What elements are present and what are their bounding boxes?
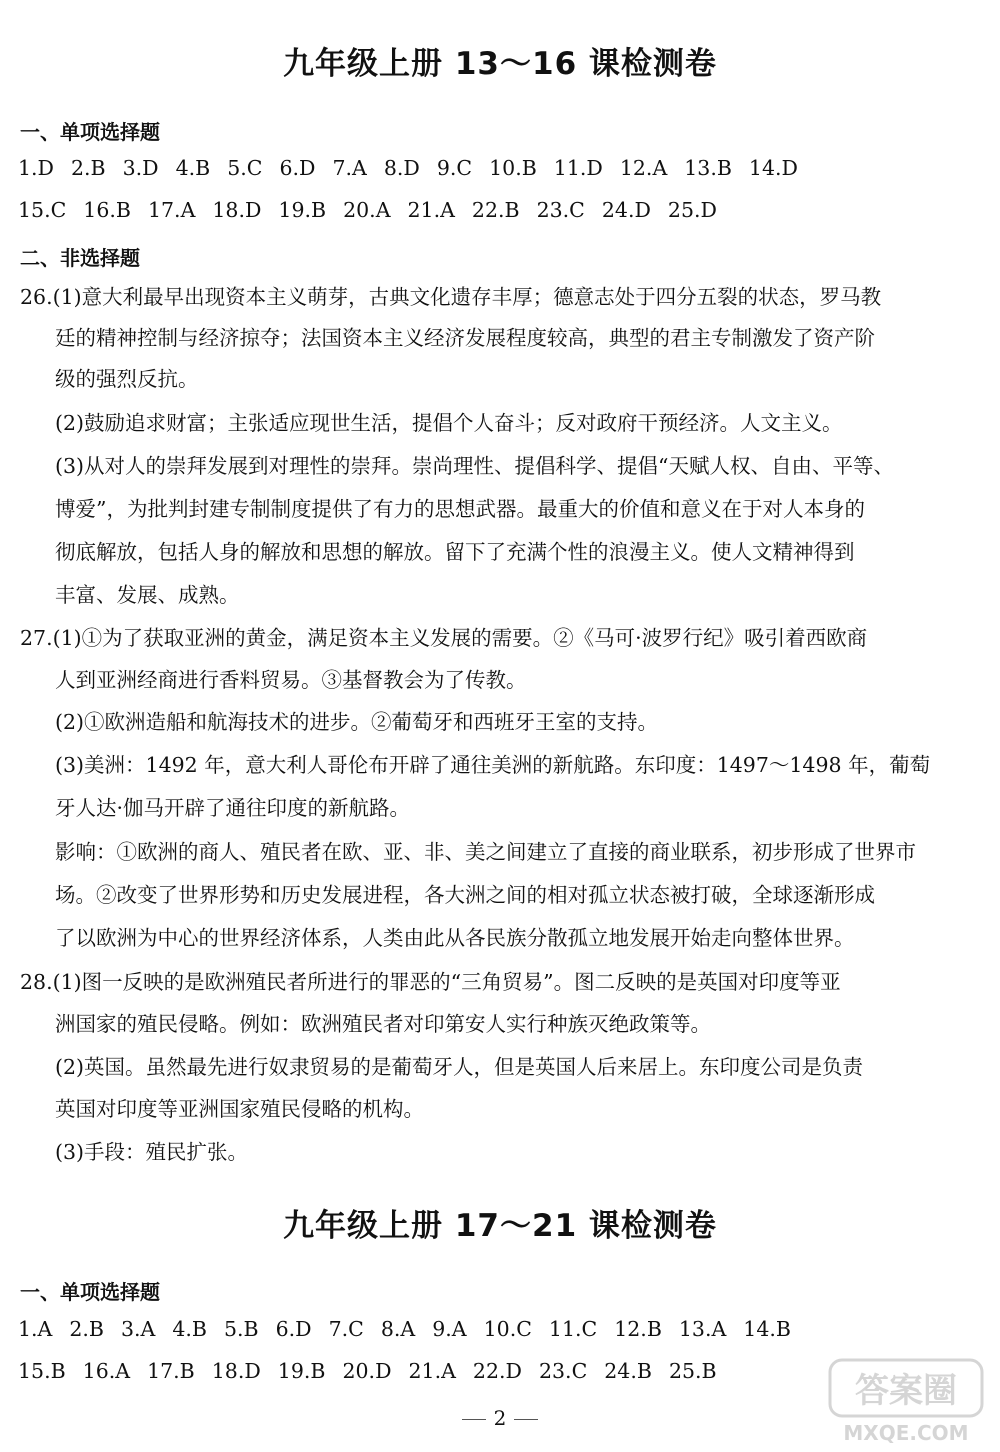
choice-answer: 24.D: [601, 198, 651, 222]
answer-line: 洲国家的殖民侵略。例如：欧洲殖民者对印第安人实行种族灭绝政策等。: [55, 1012, 711, 1036]
answer-line: 彻底解放，包括人身的解放和思想的解放。留下了充满个性的浪漫主义。使人文精神得到: [55, 540, 855, 564]
choice-answer: 12.A: [619, 156, 668, 180]
choice-answer: 1.A: [18, 1317, 53, 1341]
choice-answer: 16.B: [83, 198, 131, 222]
page-number-text: 2: [493, 1406, 507, 1430]
choice-answer: 23.C: [536, 198, 585, 222]
section-title: 九年级上册 13～16 课检测卷: [283, 46, 717, 82]
choice-answer: 10.C: [483, 1317, 532, 1341]
svg-text:MXQE.COM: MXQE.COM: [843, 1421, 969, 1445]
choice-answer: 15.C: [18, 198, 67, 222]
choice-answer: 3.A: [121, 1317, 156, 1341]
answer-line: 廷的精神控制与经济掠夺；法国资本主义经济发展程度较高，典型的君主专制激发了资产阶: [55, 326, 875, 350]
dash-right: [514, 1419, 538, 1420]
choice-heading: 一、单项选择题: [20, 120, 160, 144]
choice-answer: 22.B: [471, 198, 520, 222]
choice-answer: 25.B: [668, 1359, 717, 1383]
nonchoice-heading: 二、非选择题: [20, 246, 140, 270]
choice-answers-row: [18, 1317, 808, 1341]
choice-answer: 9.A: [432, 1317, 467, 1341]
choice-answer: 2.B: [71, 156, 106, 180]
answer-line: (2)英国。虽然最先进行奴隶贸易的是葡萄牙人，但是英国人后来居上。东印度公司是负责: [55, 1055, 864, 1079]
choice-answer: 17.A: [147, 198, 196, 222]
choice-answer: 10.B: [489, 156, 537, 180]
choice-answer: 8.D: [383, 156, 420, 180]
choice-answer: 6.D: [279, 156, 316, 180]
choice-answer: 7.C: [328, 1317, 364, 1341]
choice-answer: 19.B: [278, 198, 327, 222]
choice-answer: 4.B: [172, 1317, 207, 1341]
choice-answer: 7.A: [332, 156, 367, 180]
answer-line: 牙人达·伽马开辟了通往印度的新航路。: [55, 796, 411, 820]
choice-answer: 21.A: [408, 1359, 456, 1383]
answer-line: 级的强烈反抗。: [55, 367, 199, 391]
answer-line: 27.(1)①为了获取亚洲的黄金，满足资本主义发展的需要。②《马可·波罗行纪》吸引着西欧商: [20, 626, 868, 650]
choice-answer: 24.B: [604, 1359, 652, 1383]
choice-answer: 23.C: [538, 1359, 588, 1383]
choice-answer: 25.D: [667, 198, 717, 222]
answer-line: 英国对印度等亚洲国家殖民侵略的机构。: [55, 1097, 424, 1121]
choice-answer: 13.A: [678, 1317, 727, 1341]
choice-answer: 5.C: [227, 156, 263, 180]
choice-answer: 11.C: [548, 1317, 598, 1341]
choice-answer: 14.D: [748, 156, 798, 180]
choice-heading: 一、单项选择题: [20, 1280, 160, 1304]
choice-answers-row: [18, 156, 815, 180]
choice-answer: 12.B: [614, 1317, 662, 1341]
answer-line: 博爱”，为批判封建专制制度提供了有力的思想武器。最重大的价值和意义在于对人本身的: [55, 497, 865, 521]
choice-answer: 11.D: [553, 156, 603, 180]
answer-line: 了以欧洲为中心的世界经济体系，人类由此从各民族分散孤立地发展开始走向整体世界。: [55, 926, 855, 950]
choice-answer: 2.B: [69, 1317, 104, 1341]
answer-line: (3)美洲：1492 年，意大利人哥伦布开辟了通往美洲的新航路。东印度：1497～1498 年，葡萄: [55, 753, 931, 777]
answer-line: 26.(1)意大利最早出现资本主义萌芽，古典文化遗存丰厚；德意志处于四分五裂的状态，罗马教: [20, 285, 882, 309]
answer-line: 影响：①欧洲的商人、殖民者在欧、亚、非、美之间建立了直接的商业联系，初步形成了世界市: [55, 840, 916, 864]
answer-line: 场。②改变了世界形势和历史发展进程，各大洲之间的相对孤立状态被打破，全球逐渐形成: [55, 883, 875, 907]
choice-answer: 22.D: [472, 1359, 522, 1383]
answer-line: (3)从对人的崇拜发展到对理性的崇拜。崇尚理性、提倡科学、提倡“天赋人权、自由、平等、: [55, 454, 895, 478]
answer-line: (2)①欧洲造船和航海技术的进步。②葡萄牙和西班牙王室的支持。: [55, 710, 659, 734]
choice-answer: 21.A: [407, 198, 455, 222]
answer-line: 28.(1)图一反映的是欧洲殖民者所进行的罪恶的“三角贸易”。图二反映的是英国对印度等亚: [20, 970, 841, 994]
answer-line: (3)手段：殖民扩张。: [55, 1140, 249, 1164]
choice-answer: 15.B: [18, 1359, 66, 1383]
svg-text:答案圈: 答案圈: [855, 1371, 957, 1411]
choice-answer: 4.B: [175, 156, 211, 180]
answer-line: 丰富、发展、成熟。: [55, 583, 240, 607]
choice-answer: 1.D: [18, 156, 54, 180]
choice-answer: 17.B: [147, 1359, 195, 1383]
choice-answers-row: [18, 1359, 734, 1383]
section-title: 九年级上册 17～21 课检测卷: [283, 1208, 717, 1244]
choice-answer: 13.B: [684, 156, 732, 180]
answer-line: (2)鼓励追求财富；主张适应现世生活，提倡个人奋斗；反对政府干预经济。人文主义。: [55, 411, 843, 435]
choice-answer: 6.D: [275, 1317, 312, 1341]
choice-answer: 18.D: [212, 198, 262, 222]
choice-answer: 8.A: [380, 1317, 416, 1341]
choice-answer: 5.B: [224, 1317, 259, 1341]
choice-answer: 9.C: [436, 156, 473, 180]
choice-answer: 14.B: [743, 1317, 791, 1341]
watermark-logo: [826, 1356, 986, 1446]
answer-line: 人到亚洲经商进行香料贸易。③基督教会为了传教。: [55, 668, 527, 692]
choice-answer: 20.A: [343, 198, 391, 222]
choice-answers-row: [18, 198, 734, 222]
choice-answer: 20.D: [342, 1359, 392, 1383]
choice-answer: 16.A: [82, 1359, 131, 1383]
dash-left: [462, 1419, 486, 1420]
choice-answer: 19.B: [277, 1359, 326, 1383]
choice-answer: 3.D: [122, 156, 159, 180]
choice-answer: 18.D: [211, 1359, 261, 1383]
